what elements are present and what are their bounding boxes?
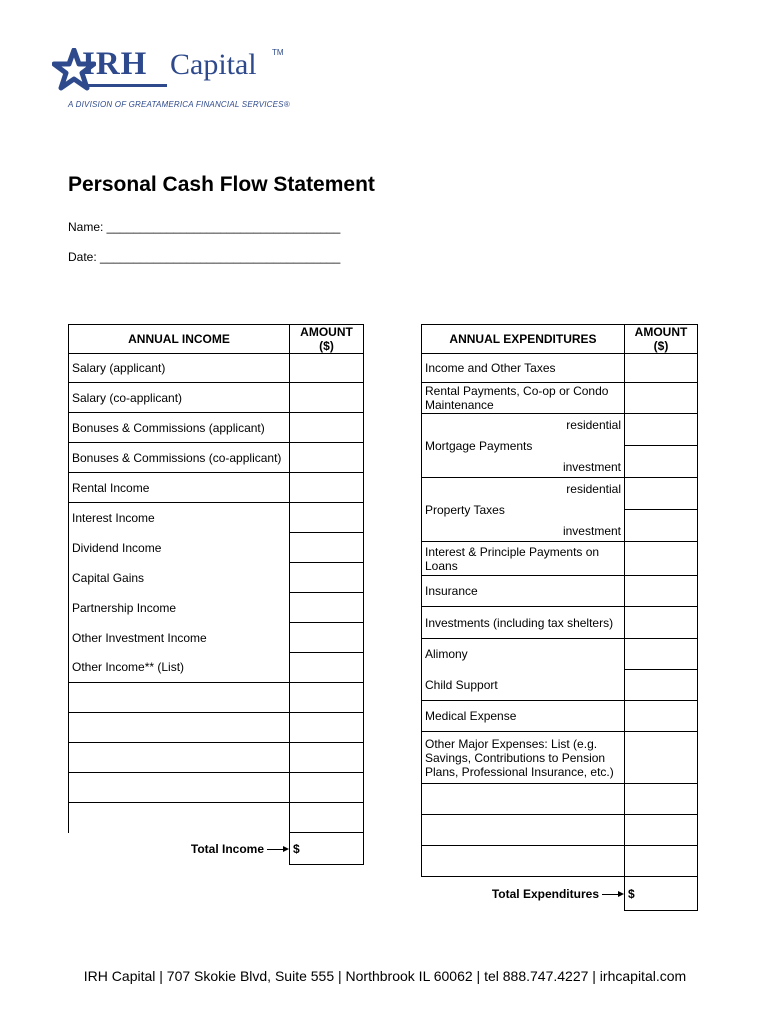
income-row-label: Salary (co-applicant) [69,383,290,413]
name-field[interactable]: Name: ___________________________________ [68,220,341,234]
exp-row-alimony: Alimony [422,639,625,670]
income-header-amount: AMOUNT ($) [290,325,364,354]
expenditures-header-label: ANNUAL EXPENDITURES [422,325,625,354]
exp-amount-cell[interactable] [625,701,698,732]
total-expenditures-label: Total Expenditures [422,877,625,911]
expenditures-table [421,324,698,911]
income-amount-cell[interactable] [290,473,364,503]
exp-row-child-support: Child Support [422,670,625,701]
exp-amount-cell[interactable] [625,784,698,815]
income-row-label: Dividend Income [69,533,290,563]
total-income-label: Total Income [69,833,290,865]
income-blank-row[interactable] [69,803,290,833]
logo-brand-rest: Capital [170,48,257,81]
income-amount-cell[interactable] [290,354,364,383]
income-amount-cell[interactable] [290,773,364,803]
exp-row-mortgage [422,414,625,478]
income-amount-cell[interactable] [290,443,364,473]
arrow-right-icon [602,894,620,895]
property-investment-label: investment [562,523,621,538]
income-amount-cell[interactable] [290,713,364,743]
exp-amount-cell[interactable] [625,542,698,576]
mortgage-investment-label: investment [562,459,621,474]
exp-row-insurance: Insurance [422,576,625,607]
exp-blank-row[interactable] [422,815,625,846]
exp-amount-cell[interactable] [625,670,698,701]
exp-row-other: Other Major Expenses: List (e.g. Savings, Contributions to Pension Plans, Professional Insurance, etc.) [422,732,625,784]
exp-row-taxes: Income and Other Taxes [422,354,625,383]
exp-row-rental: Rental Payments, Co-op or Condo Maintenance [422,383,625,414]
income-row-label: Capital Gains [69,563,290,593]
exp-amount-cell[interactable] [625,846,698,877]
income-blank-row[interactable] [69,743,290,773]
property-amount-cells[interactable] [625,478,698,542]
exp-amount-cell[interactable] [625,383,698,414]
exp-amount-cell[interactable] [625,639,698,670]
expenditures-header-amount: AMOUNT ($) [625,325,698,354]
exp-amount-cell[interactable] [625,732,698,784]
income-row-label: Salary (applicant) [69,354,290,383]
logo-division: A DIVISION OF GREATAMERICA FINANCIAL SERVICES® [68,100,290,109]
income-header-label: ANNUAL INCOME [69,325,290,354]
arrow-right-icon [267,849,285,850]
income-row-label: Other Investment Income [69,623,290,653]
exp-amount-cell[interactable] [625,354,698,383]
exp-row-medical: Medical Expense [422,701,625,732]
exp-row-property-taxes [422,478,625,542]
income-blank-row[interactable] [69,683,290,713]
exp-row-investments: Investments (including tax shelters) [422,607,625,639]
income-row-label: Rental Income [69,473,290,503]
exp-blank-row[interactable] [422,784,625,815]
income-amount-cell[interactable] [290,563,364,593]
mortgage-residential-label: residential [566,417,621,432]
income-amount-cell[interactable] [290,503,364,533]
exp-amount-cell[interactable] [625,607,698,639]
income-amount-cell[interactable] [290,413,364,443]
income-amount-cell[interactable] [290,623,364,653]
exp-amount-cell[interactable] [625,576,698,607]
income-amount-cell[interactable] [290,743,364,773]
property-residential-label: residential [566,481,621,496]
income-amount-cell[interactable] [290,803,364,833]
page-footer: IRH Capital | 707 Skokie Blvd, Suite 555 | Northbrook IL 60062 | tel 888.747.4227 | irhcapital.com [83,968,687,984]
income-table [68,324,364,865]
income-amount-cell[interactable] [290,533,364,563]
company-logo [52,48,312,118]
income-row-label: Partnership Income [69,593,290,623]
income-row-label: Other Income** (List) [69,653,290,683]
income-blank-row[interactable] [69,773,290,803]
total-expenditures-amount[interactable]: $ [625,877,698,911]
logo-trademark: TM [272,48,284,57]
income-row-label: Bonuses & Commissions (applicant) [69,413,290,443]
exp-blank-row[interactable] [422,846,625,877]
income-blank-row[interactable] [69,713,290,743]
mortgage-amount-cells[interactable] [625,414,698,478]
income-amount-cell[interactable] [290,653,364,683]
page-title: Personal Cash Flow Statement [68,173,375,196]
mortgage-label: Mortgage Payments [425,438,533,453]
income-row-label: Bonuses & Commissions (co-applicant) [69,443,290,473]
income-row-label: Interest Income [69,503,290,533]
property-taxes-label: Property Taxes [425,502,505,517]
logo-underline [82,84,167,87]
date-field[interactable]: Date: ____________________________________ [68,250,341,264]
income-amount-cell[interactable] [290,683,364,713]
exp-amount-cell[interactable] [625,815,698,846]
total-income-amount[interactable]: $ [290,833,364,865]
logo-brand-strong: IRH [82,46,148,82]
exp-row-loans: Interest & Principle Payments on Loans [422,542,625,576]
income-amount-cell[interactable] [290,383,364,413]
income-amount-cell[interactable] [290,593,364,623]
